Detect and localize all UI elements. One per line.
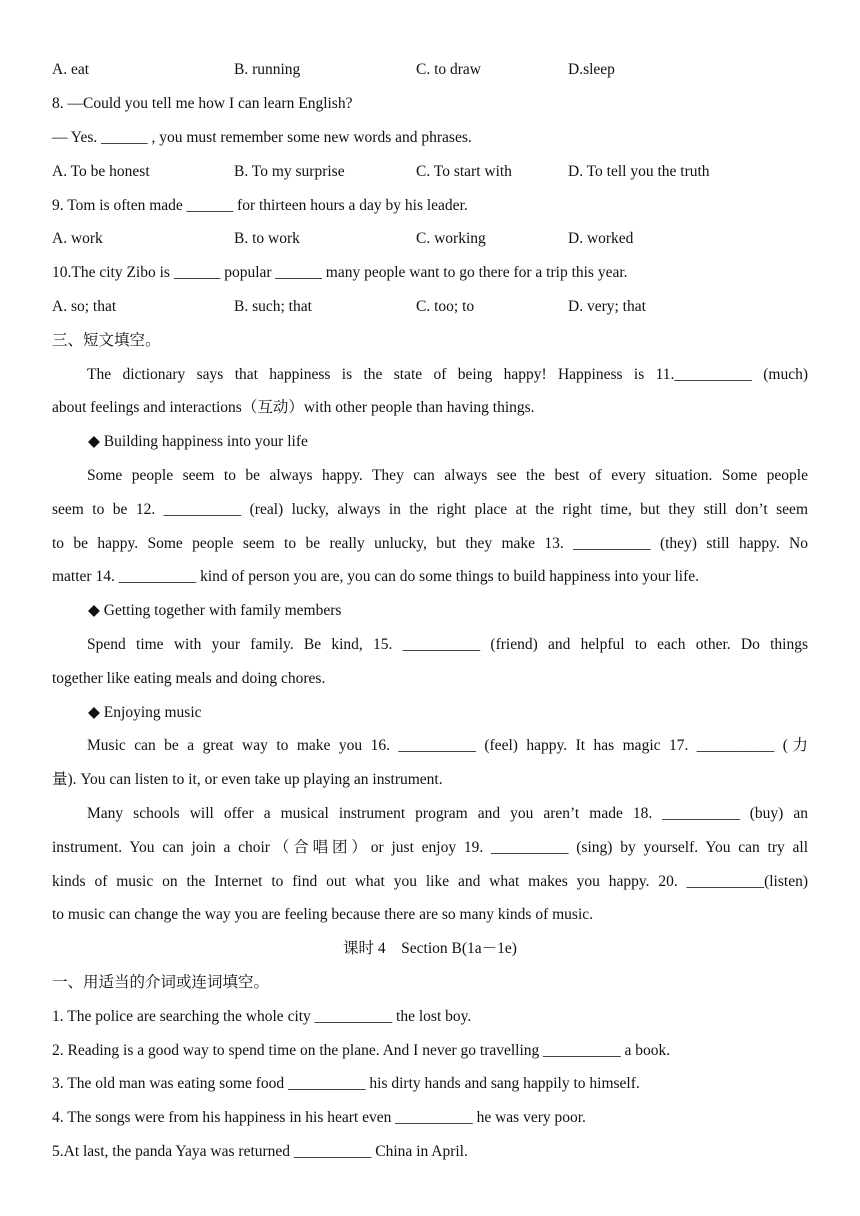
q8-question: 8. —Could you tell me how I can learn English?: [52, 95, 353, 112]
passage-line: Many schools will offer a musical instrument program and you aren’t made 18. __________ (buy) an: [87, 805, 808, 822]
passage-line: seem to be 12. __________ (real) lucky, always in the right place at the right time, but they still don’t seem: [52, 501, 808, 518]
list-item: 3. The old man was eating some food __________ his dirty hands and sang happily to himself.: [52, 1075, 640, 1092]
passage-line: to be happy. Some people seem to be really unlucky, but they make 13. __________ (they) still happy. No: [52, 535, 808, 552]
section-heading: 一、用适当的介词或连词填空。: [52, 974, 270, 991]
passage-line: together like eating meals and doing chores.: [52, 670, 326, 687]
passage-subheading: ◆ Building happiness into your life: [88, 433, 308, 450]
passage-line: kinds of music on the Internet to find out what you like and what makes you happy. 20. __________(listen): [52, 873, 808, 890]
list-item: 4. The songs were from his happiness in his heart even __________ he was very poor.: [52, 1109, 586, 1126]
q8-option-b: B. To my surprise: [234, 163, 345, 180]
q7-option-a: A. eat: [52, 61, 90, 78]
q10-option-a: A. so; that: [52, 298, 117, 315]
q8-answer: — Yes. ______ , you must remember some new words and phrases.: [52, 129, 472, 146]
passage-line: Spend time with your family. Be kind, 15. __________ (friend) and helpful to each other. Do things: [87, 636, 808, 653]
q9-option-b: B. to work: [234, 230, 300, 247]
passage-line: to music can change the way you are feeling because there are so many kinds of music.: [52, 906, 594, 923]
lesson-title: 课时 4 Section B(1a－1e): [343, 940, 517, 957]
q7-options: [52, 53, 808, 87]
q8-option-c: C. To start with: [416, 163, 512, 180]
q7-option-c: C. to draw: [416, 61, 482, 78]
q8-option-d: D. To tell you the truth: [568, 163, 710, 180]
list-item: 2. Reading is a good way to spend time on the plane. And I never go travelling __________ a book.: [52, 1042, 671, 1059]
passage-line: Some people seem to be always happy. They can always see the best of every situation. Some people: [87, 467, 808, 484]
q7-option-b: B. running: [234, 61, 301, 78]
passage-line: about feelings and interactions（互动）with other people than having things.: [52, 399, 535, 416]
q10-option-c: C. too; to: [416, 298, 475, 315]
list-item: 1. The police are searching the whole city __________ the lost boy.: [52, 1008, 472, 1025]
section-heading: 三、短文填空。: [52, 332, 161, 349]
passage-line: Music can be a great way to make you 16. __________ (feel) happy. It has magic 17. __________ (力: [87, 737, 808, 754]
passage-line: instrument. You can join a choir（合唱团）or just enjoy 19. __________ (sing) by yourself. You can try all: [52, 839, 808, 856]
q10-question: 10.The city Zibo is ______ popular ______ many people want to go there for a trip this year.: [52, 264, 628, 281]
list-item: 5.At last, the panda Yaya was returned __________ China in April.: [52, 1143, 468, 1160]
passage-line: matter 14. __________ kind of person you are, you can do some things to build happiness into your life.: [52, 568, 700, 585]
passage-subheading: ◆ Enjoying music: [88, 704, 202, 721]
passage-line: 量). You can listen to it, or even take up playing an instrument.: [52, 771, 443, 788]
q8-option-a: A. To be honest: [52, 163, 150, 180]
q9-option-c: C. working: [416, 230, 486, 247]
q9-option-d: D. worked: [568, 230, 634, 247]
q10-option-d: D. very; that: [568, 298, 646, 315]
q9-option-a: A. work: [52, 230, 103, 247]
q8-options: [52, 155, 808, 189]
q7-option-d: D.sleep: [568, 61, 615, 78]
q10-options: [52, 290, 808, 324]
passage-line: The dictionary says that happiness is the state of being happy! Happiness is 11.__________ (much): [87, 366, 808, 383]
q9-options: [52, 222, 808, 256]
passage-subheading: ◆ Getting together with family members: [88, 602, 342, 619]
q9-question: 9. Tom is often made ______ for thirteen hours a day by his leader.: [52, 197, 468, 214]
q10-option-b: B. such; that: [234, 298, 312, 315]
